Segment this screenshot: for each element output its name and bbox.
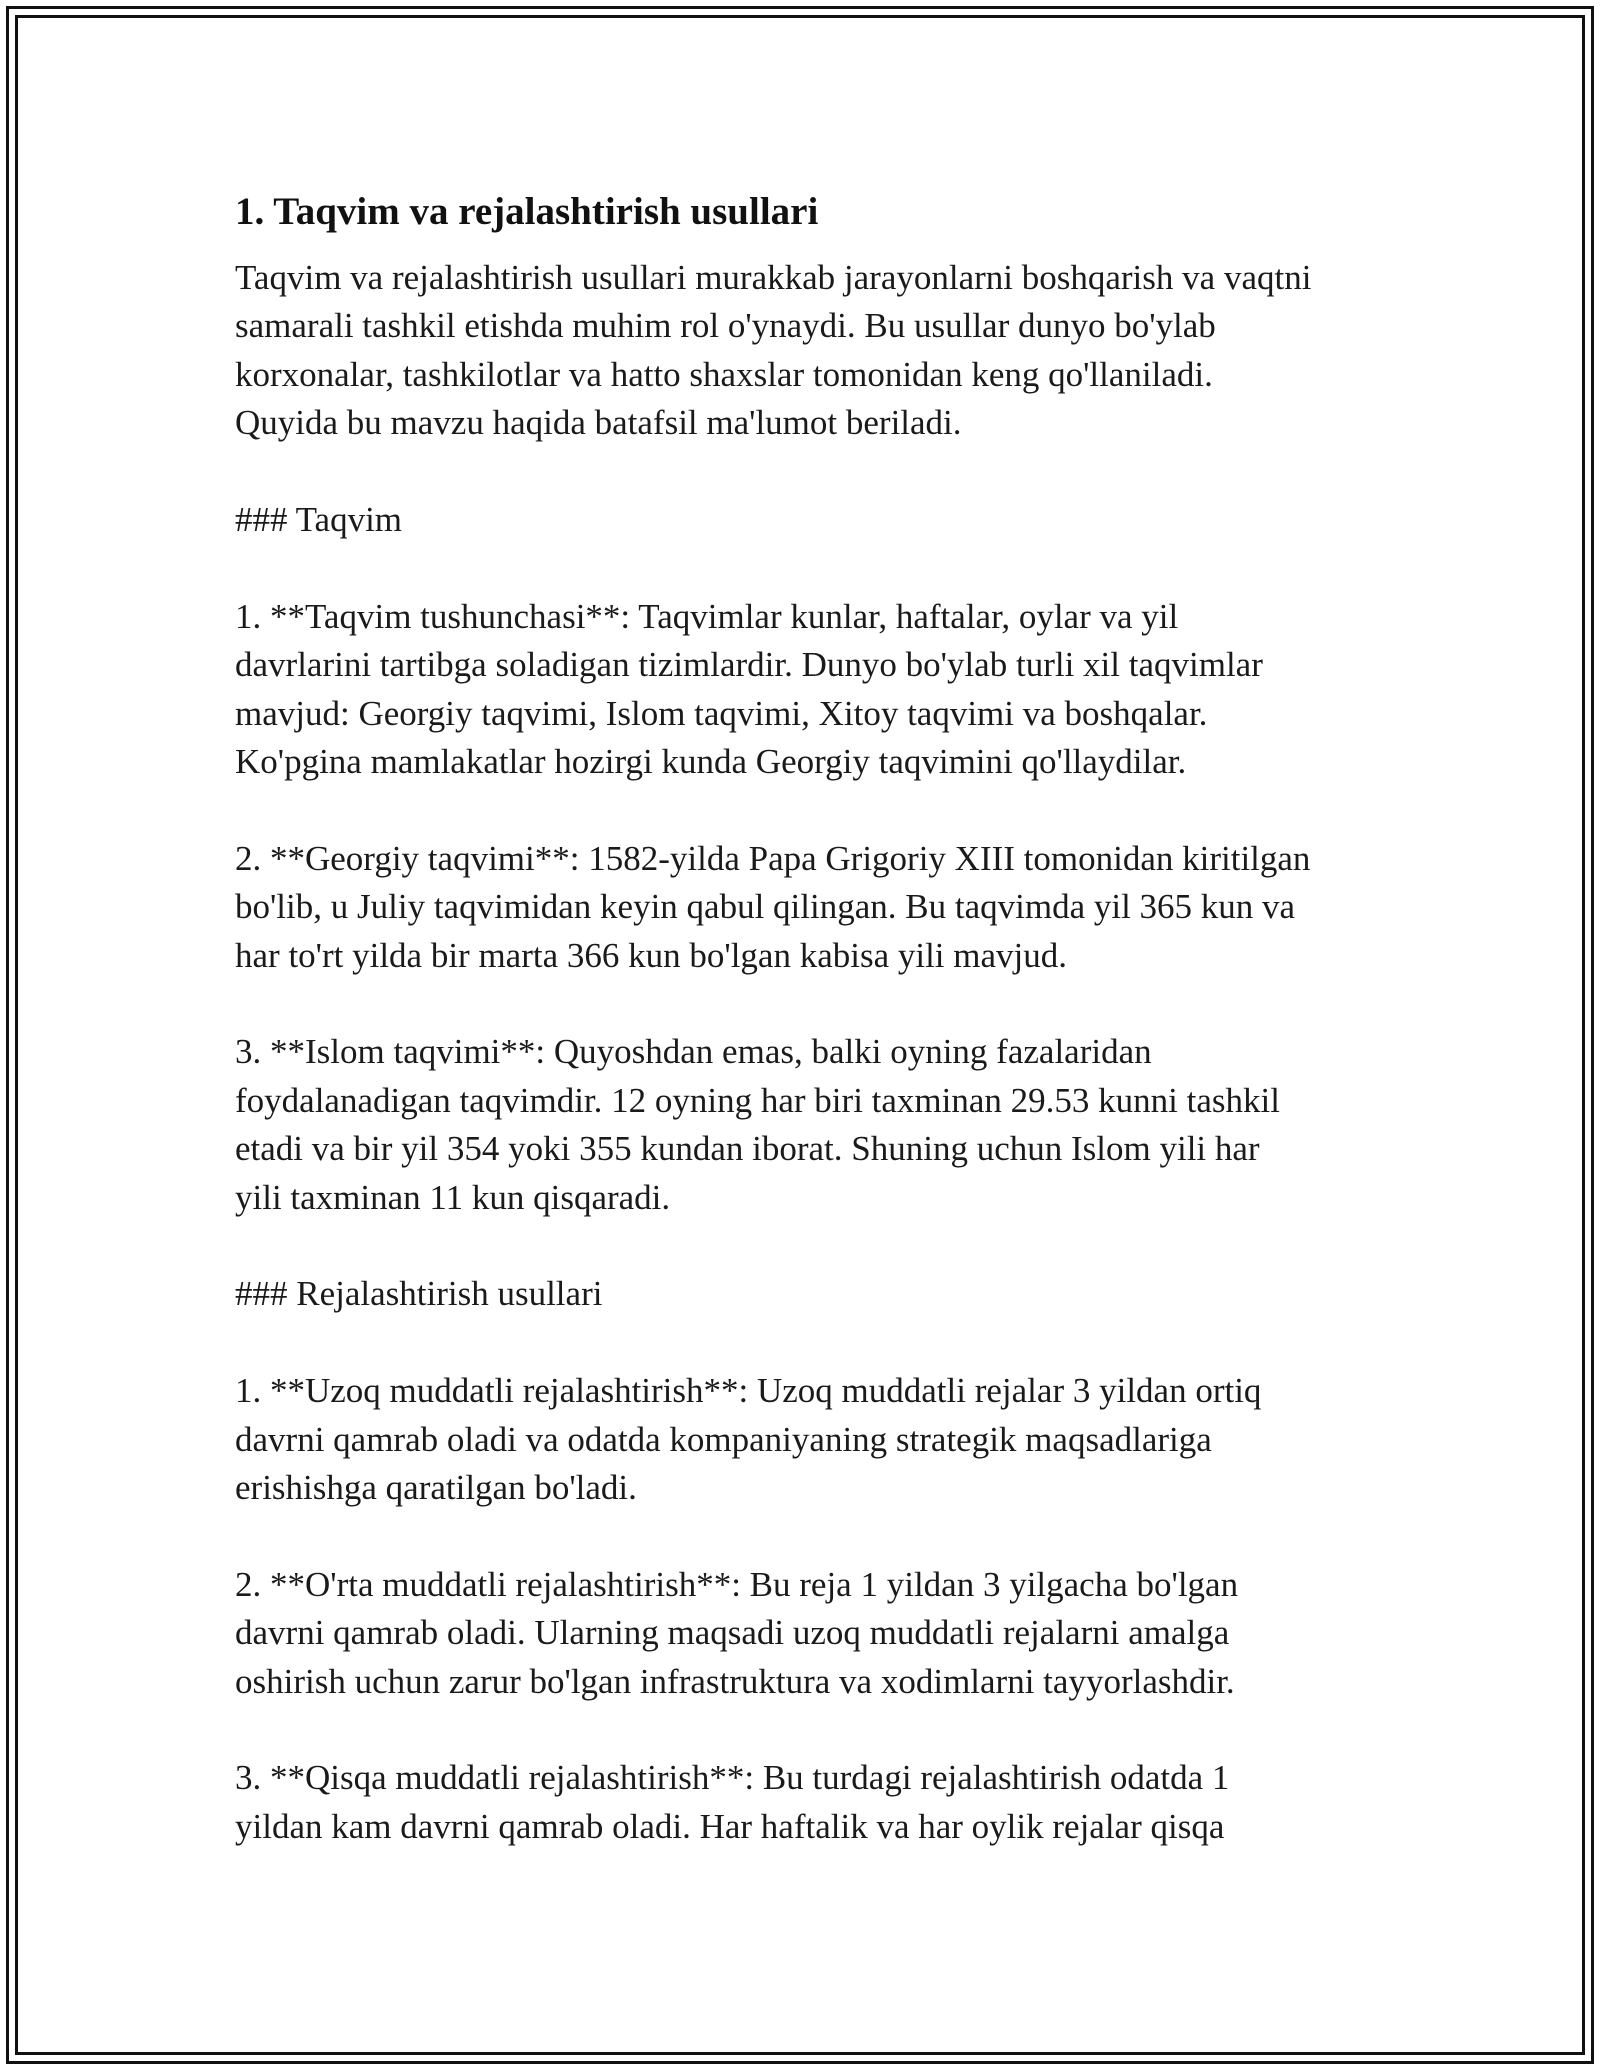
document-title: 1. Taqvim va rejalashtirish usullari [235, 190, 819, 233]
section-heading-taqvim: ### Taqvim [235, 500, 403, 540]
list-item-orta-muddatli: 2. **O'rta muddatli rejalashtirish**: Bu reja 1 yildan 3 yilgacha bo'lgan davrni qamrab oladi. Ularning maqsadi uzoq muddatli rejalarni amalga oshirish uchun zarur bo'lgan infrastruktura va xodimlarni tayyorlashdir. [235, 1564, 1239, 1701]
intro-paragraph: Taqvim va rejalashtirish usullari murakkab jarayonlarni boshqarish va vaqtni samarali tashkil etishda muhim rol o'ynaydi. Bu usullar dunyo bo'ylab korxonalar, tashkilotlar va hatto shaxslar tomonidan keng qo'llaniladi. Quyida bu mavzu haqida batafsil ma'lumot beriladi. [235, 258, 1312, 443]
section-heading-rejalashtirish: ### Rejalashtirish usullari [235, 1274, 603, 1314]
list-item-uzoq-muddatli: 1. **Uzoq muddatli rejalashtirish**: Uzoq muddatli rejalar 3 yildan ortiq davrni qamrab oladi va odatda kompaniyaning strategik maqsadlariga erishishga qaratilgan bo'ladi. [235, 1371, 1262, 1508]
list-item-taqvim-tushunchasi: 1. **Taqvim tushunchasi**: Taqvimlar kunlar, haftalar, oylar va yil davrlarini tartibga soladigan tizimlardir. Dunyo bo'ylab turli xil taqvimlar mavjud: Georgiy taqvimi, Islom taqvimi, Xitoy taqvimi va boshqalar. Ko'pgina mamlakatlar hozirgi kunda Georgiy taqvimini qo'llaydilar. [235, 596, 1263, 782]
list-item-islom-taqvimi: 3. **Islom taqvimi**: Quyoshdan emas, balki oyning fazalaridan foydalanadigan taqvimdir. 12 oyning har biri taxminan 29.53 kunni tashkil etadi va bir yil 354 yoki 355 kundan iborat. Shuning uchun Islom yili har yili taxminan 11 kun qisqaradi. [235, 1032, 1280, 1217]
list-item-qisqa-muddatli: 3. **Qisqa muddatli rejalashtirish**: Bu turdagi rejalashtirish odatda 1 yildan kam davrni qamrab oladi. Har haftalik va har oylik rejalar qisqa [235, 1758, 1230, 1846]
document-body [235, 185, 1380, 1851]
list-item-georgiy-taqvimi: 2. **Georgiy taqvimi**: 1582-yilda Papa Grigoriy XIII tomonidan kiritilgan bo'lib, u Juliy taqvimidan keyin qabul qilingan. Bu taqvimda yil 365 kun va har to'rt yilda bir marta 366 kun bo'lgan kabisa yili mavjud. [235, 838, 1311, 975]
